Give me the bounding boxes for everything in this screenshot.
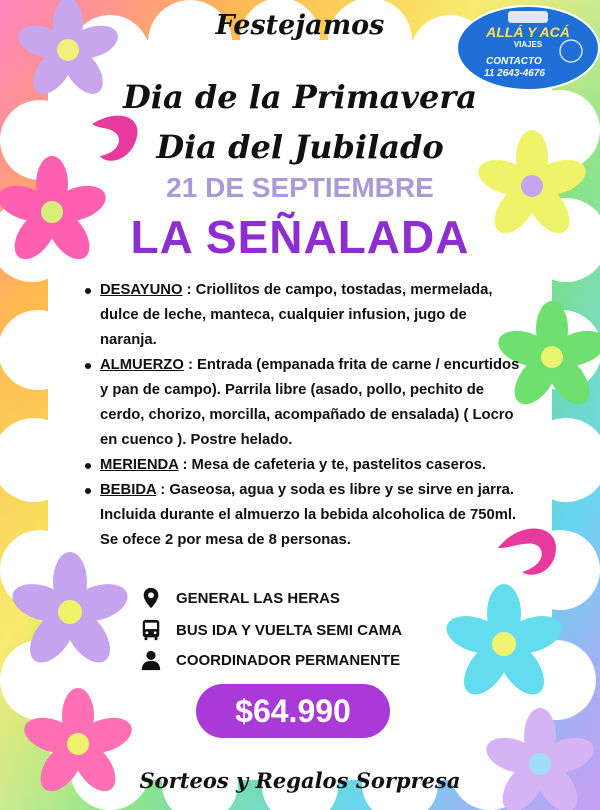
logo-contact-label: CONTACTO — [486, 56, 542, 67]
menu-key: BEBIDA — [100, 482, 157, 498]
feature-label: BUS IDA Y VUELTA SEMI CAMA — [176, 621, 403, 639]
menu-text: : Gaseosa, agua y soda es libre y se sirve en jarra. Incluida durante el almuerzo la bebida alcoholica de 750ml. Se ofece 2 por mesa de 8 personas. — [100, 482, 517, 548]
bus-icon — [140, 619, 162, 641]
location-pin-icon — [140, 587, 162, 609]
menu-text: : Mesa de cafeteria y te, pastelitos caseros. — [178, 457, 486, 473]
menu-item-almuerzo — [82, 353, 522, 453]
people-icon — [140, 649, 162, 671]
footer-text: Sorteos y Regalos Sorpresa — [139, 768, 461, 793]
heading-festejamos: Festejamos — [215, 10, 385, 41]
menu-item-merienda — [82, 453, 522, 478]
logo-sub: VIAJES — [513, 40, 543, 49]
venue-title: LA SEÑALADA — [130, 211, 470, 263]
feature-bus — [140, 619, 402, 641]
logo-brand: ALLÁ Y ACÁ — [486, 24, 570, 40]
logo-phone: 11 2643-4676 — [484, 68, 545, 79]
heading-jubilado: Dia del Jubilado — [156, 128, 444, 166]
feature-label: COORDINADOR PERMANENTE — [176, 651, 401, 669]
menu-key: MERIENDA — [100, 457, 179, 473]
menu-item-bebida — [82, 478, 522, 553]
event-date: 21 DE SEPTIEMBRE — [166, 172, 434, 203]
menu-list — [82, 278, 522, 553]
feature-coordinator — [140, 649, 400, 671]
menu-item-desayuno — [82, 278, 522, 353]
menu-key: DESAYUNO — [100, 282, 183, 298]
feature-label: GENERAL LAS HERAS — [176, 589, 340, 607]
price-badge: $64.990 — [196, 684, 390, 738]
menu-key: ALMUERZO — [100, 357, 184, 373]
feature-location — [140, 587, 340, 609]
menu-text: : Entrada (empanada frita de carne / encurtidos y pan de campo). Parrila libre (asado, pollo, pechito de cerdo, chorizo, morcilla, acompañado de ensalada) ( Locro en cuenco ). Postre helado. — [100, 357, 520, 448]
menu-text: : Criollitos de campo, tostadas, mermelada, dulce de leche, manteca, cualquier infusion, jugo de naranja. — [100, 282, 493, 348]
heading-primavera: Dia de la Primavera — [123, 78, 477, 116]
